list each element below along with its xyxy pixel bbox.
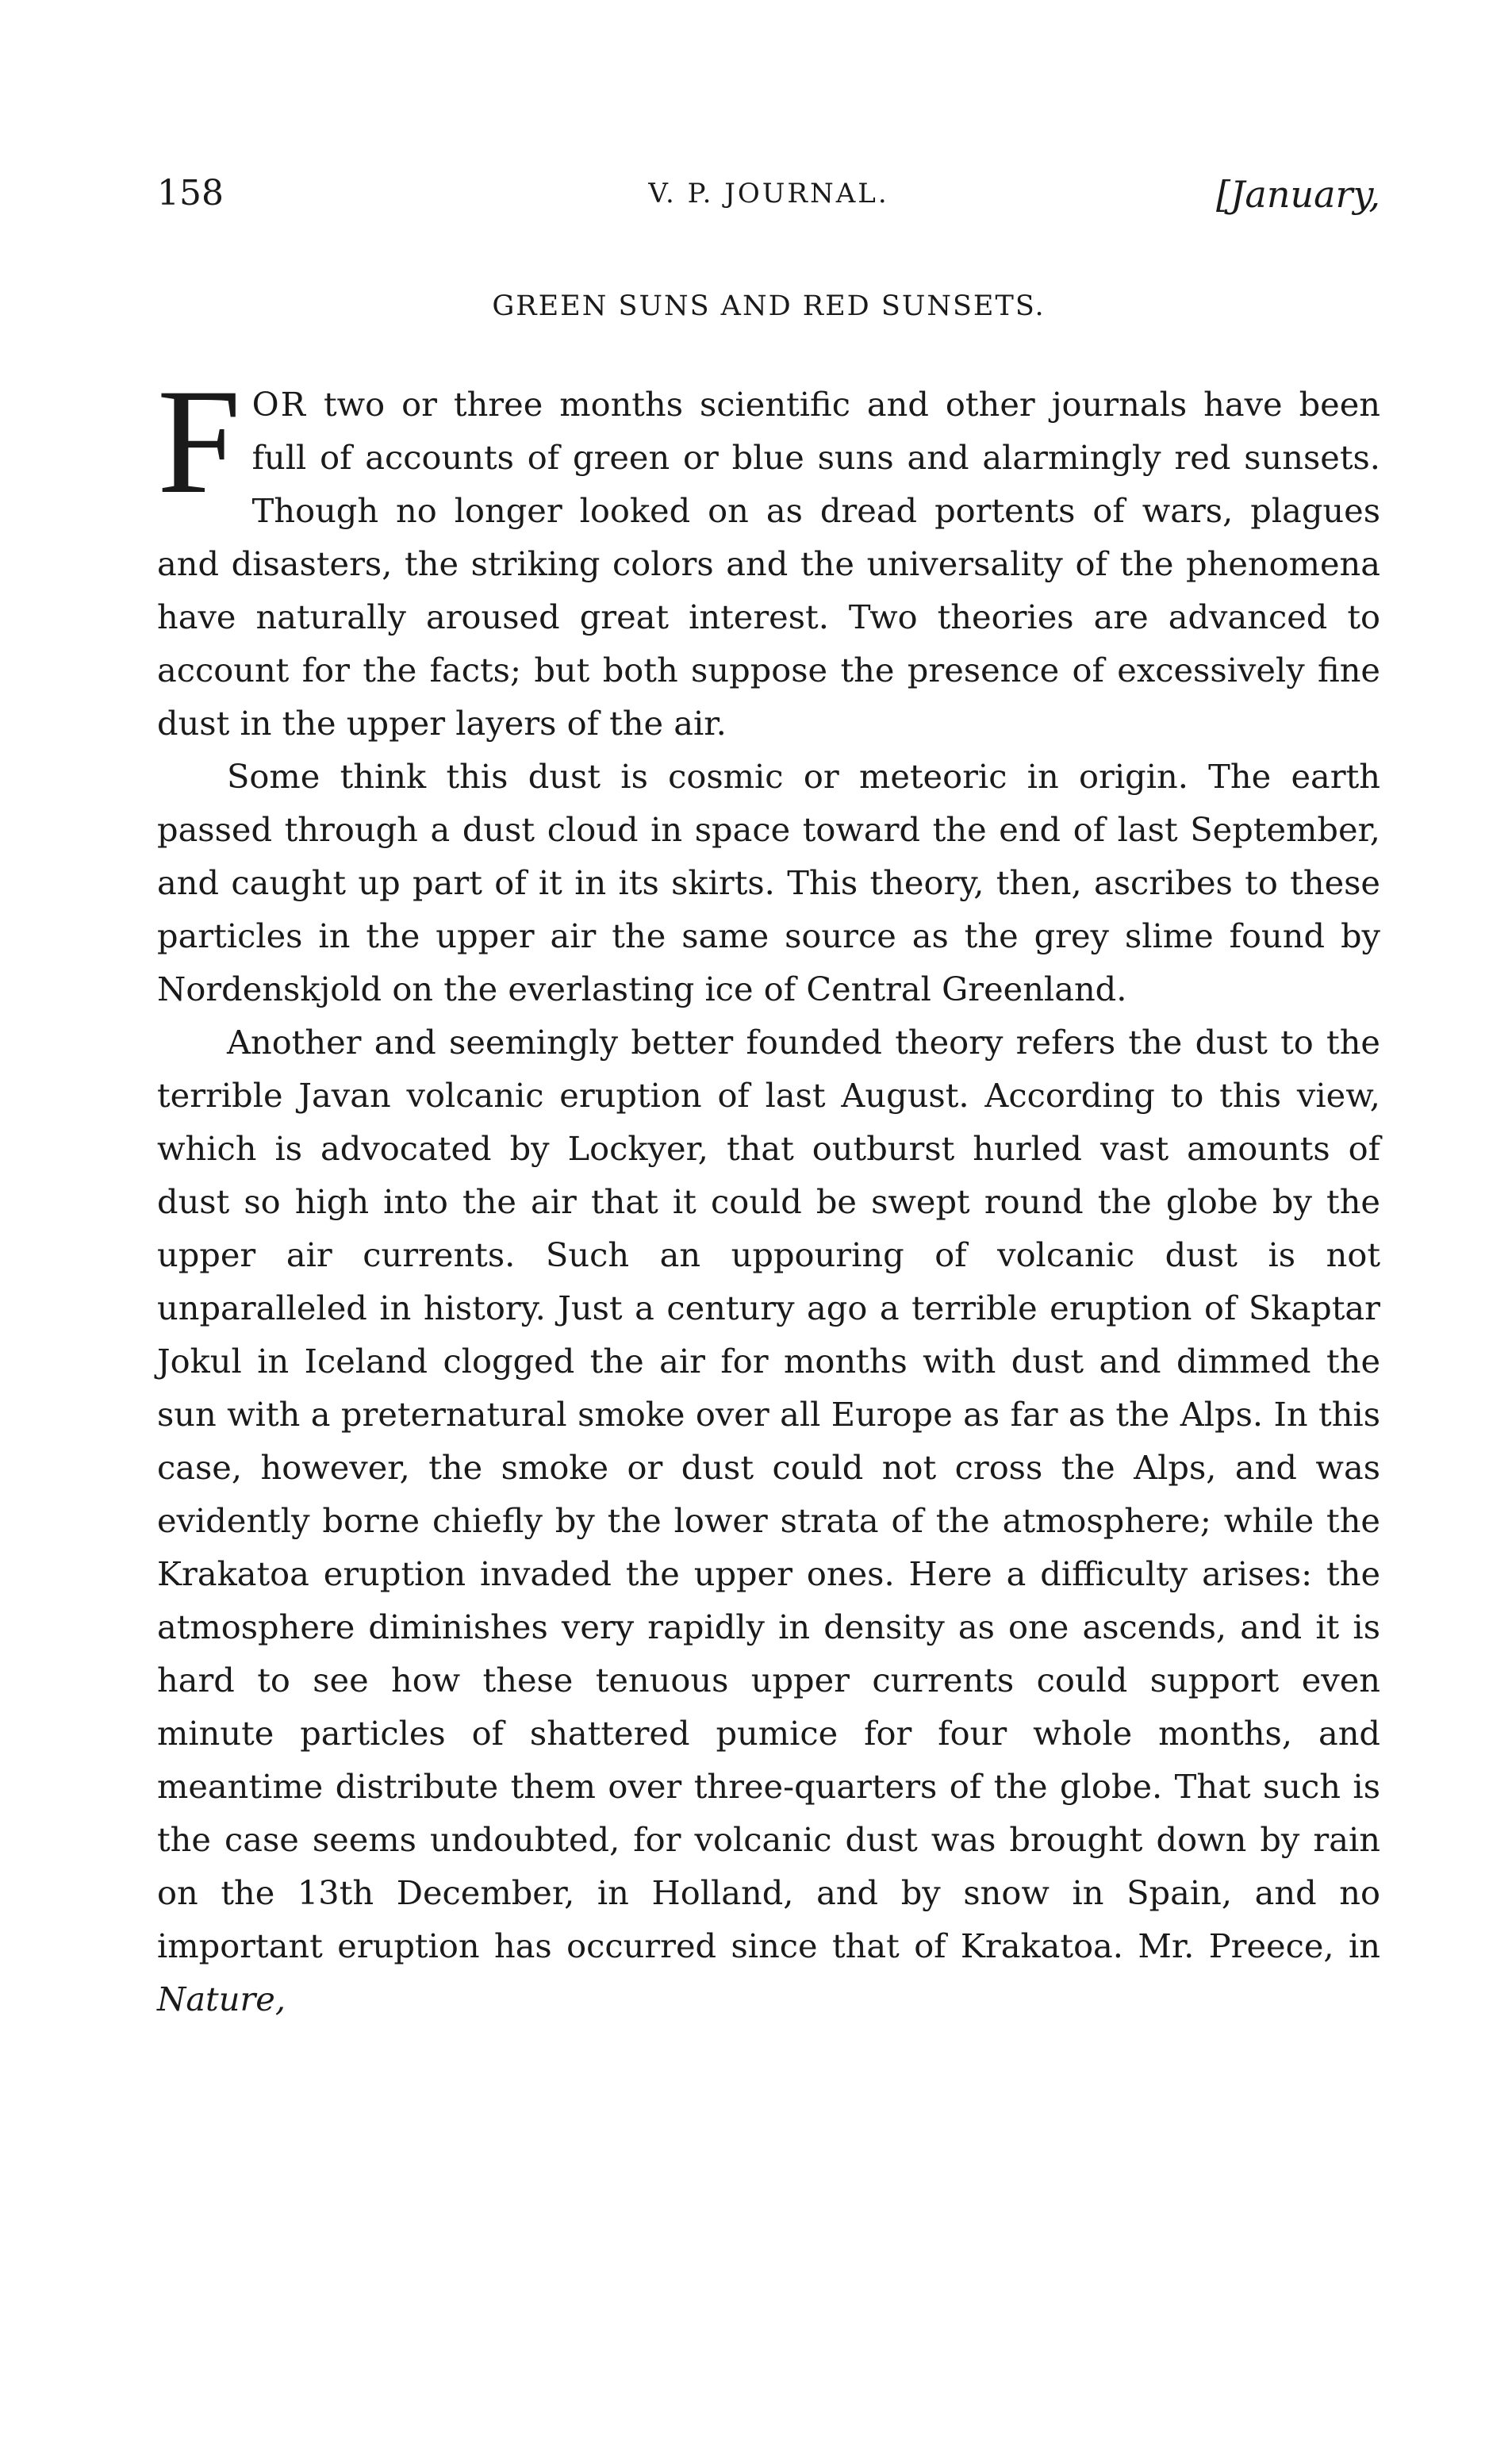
paragraph-1-text: two or three months scientific and other journals have been full of accounts of green or blue suns and alarmingly red sunsets. Though no longer looked on as dread portents of wars, plagues and disasters, the striking colors and the universality of the phenomena have naturally aroused great interest. Two theories are advanced to account for the facts; but both suppose the presence of excessively fine dust in the upper layers of the air.: [157, 385, 1380, 743]
running-head: [157, 173, 1380, 229]
paragraph-2: Some think this dust is cosmic or meteoric in origin. The earth passed through a dust cloud in space toward the end of last September, and caught up part of it in its skirts. This theory, then, ascribes to these particles in the upper air the same source as the grey slime found by Nordenskjold on the everlasting ice of Central Greenland.: [157, 757, 1380, 1008]
article-title: GREEN SUNS AND RED SUNSETS.: [492, 290, 1046, 322]
article-body: [157, 359, 1380, 2026]
journal-citation: Nature,: [157, 1980, 286, 2018]
journal-name: V. P. JOURNAL.: [648, 178, 889, 209]
paragraph-3: [157, 1016, 1380, 2026]
lead-word: OR: [251, 385, 307, 424]
page-number: 158: [157, 173, 224, 213]
paragraph-1: [157, 359, 1380, 750]
paragraph-3-text: Another and seemingly better founded theory refers the dust to the terrible Javan volcanic eruption of last August. According to this view, which is advocated by Lockyer, that outburst hurled vast amounts of dust so high into the air that it could be swept round the globe by the upper air currents. Such an uppouring of volcanic dust is not unparalleled in history. Just a century ago a terrible eruption of Skaptar Jokul in Iceland clogged the air for months with dust and dimmed the sun with a preternatural smoke over all Europe as far as the Alps. In this case, however, the smoke or dust could not cross the Alps, and was evidently borne chiefly by the lower strata of the atmosphere; while the Krakatoa eruption invaded the upper ones. Here a difficulty arises: the atmosphere diminishes very rapidly in density as one ascends, and it is hard to see how these tenuous upper currents could support even minute particles of shattered pumice for four whole months, and meantime distribute them over three-quarters of the globe. That such is the case seems undoubted, for volcanic dust was brought down by rain on the 13th December, in Holland, and by snow in Spain, and no important eruption has occurred since that of Krakatoa. Mr. Preece, in: [157, 1023, 1380, 1965]
drop-cap: F: [157, 359, 241, 525]
issue-month: [January,: [1216, 173, 1380, 216]
